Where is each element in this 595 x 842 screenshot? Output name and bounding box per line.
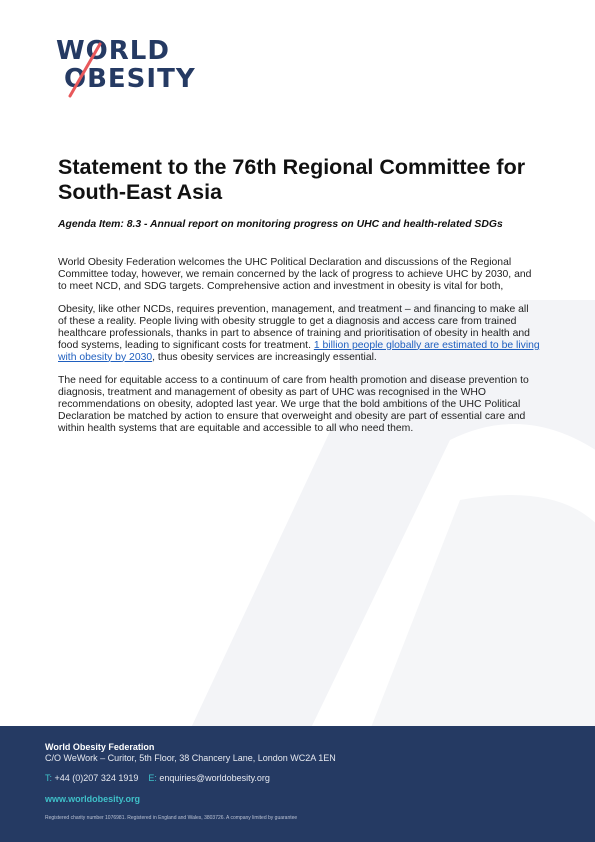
page-title: Statement to the 76th Regional Committee for South-East Asia [58, 155, 526, 204]
paragraph-2-text: Obesity, like other NCDs, requires prevention, management, and treatment – and financing to make all of these a reality. People living with obesity struggle to get a diagnosis and access care from trained healthcare professionals, thanks in part to absence of training and prioritisation of obesity in health and food systems, leading to significant costs for treatment. [58, 304, 530, 351]
footer-org-name: World Obesity Federation [45, 742, 155, 752]
footer-website[interactable]: www.worldobesity.org [45, 794, 141, 804]
agenda-item: Agenda Item: 8.3 - Annual report on monitoring progress on UHC and health-related SDGs [58, 219, 503, 230]
logo-line-world: WORLD [56, 36, 170, 66]
footer-email[interactable]: enquiries@worldobesity.org [159, 773, 270, 783]
footer-contact [45, 773, 270, 783]
logo-line-obesity: OBESITY [64, 64, 196, 94]
statement-body [58, 257, 540, 446]
paragraph-2-text-end: , thus obesity services are increasingly essential. [152, 351, 377, 363]
footer-address: C/O WeWork – Curitor, 5th Floor, 38 Chancery Lane, London WC2A 1EN [45, 753, 336, 763]
phone-label: T: [45, 773, 53, 783]
email-label: E: [148, 773, 157, 783]
world-obesity-logo [56, 38, 196, 98]
footer-registration: Registered charity number 1076981. Registered in England and Wales, 3803726. A company limited by guarantee [45, 815, 298, 821]
footer [0, 726, 595, 842]
paragraph-2 [58, 304, 540, 363]
paragraph-1: World Obesity Federation welcomes the UHC Political Declaration and discussions of the Regional Committee today, however, we remain concerned by the lack of progress to achieve UHC by 2030, and to meet NCD, and SDG targets. Comprehensive action and investment in obesity is vital for both, [58, 257, 532, 292]
paragraph-3: The need for equitable access to a continuum of care from health promotion and disease prevention to diagnosis, treatment and management of obesity as part of UHC was recognised in the WHO recommendations on obesity, adopted last year. We urge that the bold ambitions of the UHC Political Declaration be matched by action to ensure that overweight and obesity are part of essential care and within health systems that are equitable and accessible to all who need them. [58, 375, 529, 434]
footer-phone: +44 (0)207 324 1919 [54, 773, 139, 783]
logo-slash-icon [56, 38, 116, 100]
obesity-statistic-link[interactable]: 1 billion people globally are estimated to be living with obesity by 2030 [58, 339, 540, 363]
